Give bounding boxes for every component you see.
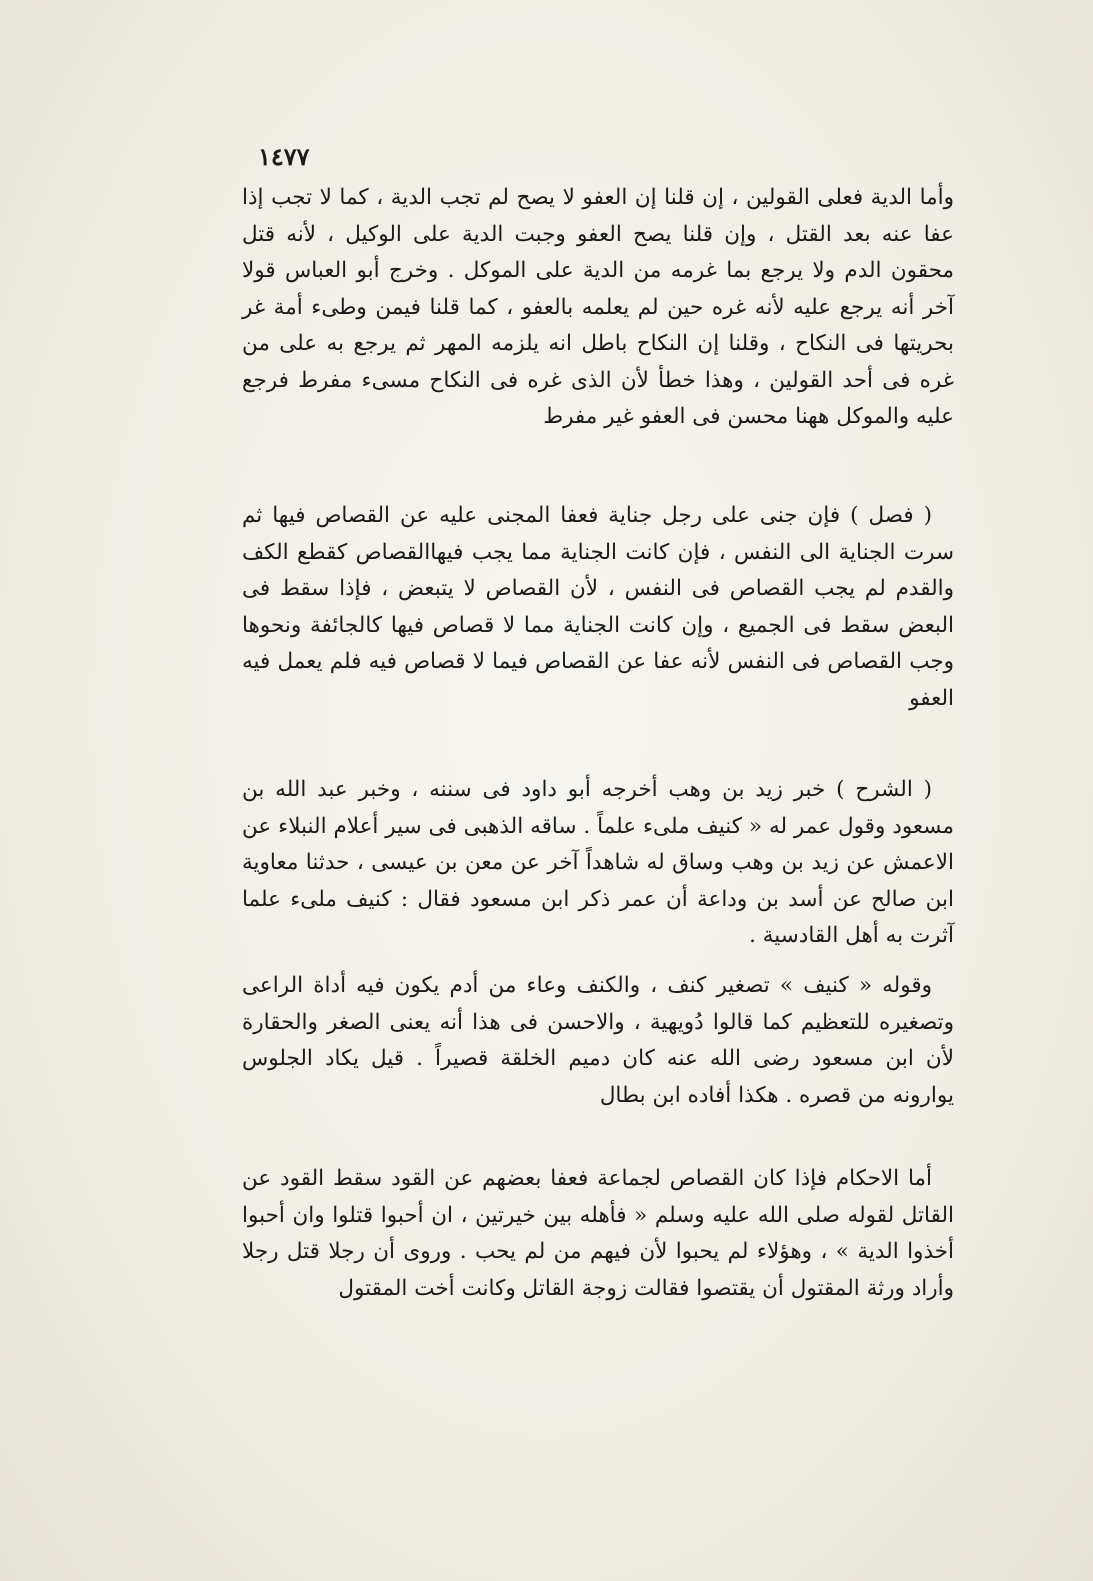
paragraph-ahkam	[242, 1161, 954, 1307]
paragraph-text: ( فصل ) فإن جنى على رجل جناية فعفا المجنى عليه عن القصاص فيها ثم سرت الجناية الى النفس ، فإن كانت الجناية مما يجب فيهاالقصاص كقطع الكف والقدم لم يجب القصاص فى النفس ، لأن القصاص لا يتبعض ، فإذا سقط فى البعض سقط فى الجميع ، وإن كانت الجناية مما لا قصاص فيها كالجائفة ونحوها وجب القصاص فى النفس لأنه عفا عن القصاص فيما لا قصاص فيه فلم يعمل فيه العفو	[242, 503, 954, 711]
paragraph-sharh	[242, 772, 954, 955]
paragraph-commentary	[242, 968, 954, 1114]
paragraph-text: وقوله « كنيف » تصغير كنف ، والكنف وعاء من أدم يكون فيه أداة الراعى وتصغيره للتعظيم كما قالوا دُويهية ، والاحسن فى هذا أنه يعنى الصغر والحقارة لأن ابن مسعود رضى الله عنه كان دميم الخلقة قصيراً . قيل يكاد الجلوس يوارونه من قصره . هكذا أفاده ابن بطال	[242, 973, 954, 1108]
paragraph-text: وأما الدية فعلى القولين ، إن قلنا إن العفو لا يصح لم تجب الدية ، كما لا تجب إذا عفا عنه بعد القتل ، وإن قلنا يصح العفو وجبت الدية على الوكيل ، لأنه قتل محقون الدم ولا يرجع بما غرمه من الدية على الموكل . وخرج أبو العباس قولا آخر أنه يرجع عليه لأنه غره حين لم يعلمه بالعفو ، كما قلنا فيمن وطىء أمة غر بحريتها فى النكاح ، وقلنا إن النكاح باطل انه يلزمه المهر ثم يرجع به على من غره فى أحد القولين ، وهذا خطأ لأن الذى غره فى النكاح مسىء مفرط فرجع عليه والموكل ههنا محسن فى العفو غير مفرط	[242, 185, 954, 429]
paragraph-fasl	[242, 498, 954, 717]
paragraph-main-text	[242, 180, 954, 436]
paragraph-text: أما الاحكام فإذا كان القصاص لجماعة فعفا بعضهم عن القود سقط القود عن القاتل لقوله صلى الله عليه وسلم « فأهله بين خيرتين ، ان أحبوا قتلوا وان أحبوا أخذوا الدية » ، وهؤلاء لم يحبوا لأن فيهم من لم يحب . وروى أن رجلا قتل رجلا وأراد ورثة المقتول أن يقتصوا فقالت زوجة القاتل وكانت أخت المقتول	[242, 1166, 954, 1301]
page-number: ١٤٧٧	[258, 142, 310, 171]
paragraph-text: ( الشرح ) خبر زيد بن وهب أخرجه أبو داود فى سننه ، وخبر عبد الله بن مسعود وقول عمر له « كنيف ملىء علماً . ساقه الذهبى فى سير أعلام النبلاء عن الاعمش عن زيد بن وهب وساق له شاهداً آخر عن معن بن عيسى ، حدثنا معاوية ابن صالح عن أسد بن وداعة أن عمر ذكر ابن مسعود فقال : كنيف ملىء علما آثرت به أهل القادسية .	[242, 777, 954, 948]
